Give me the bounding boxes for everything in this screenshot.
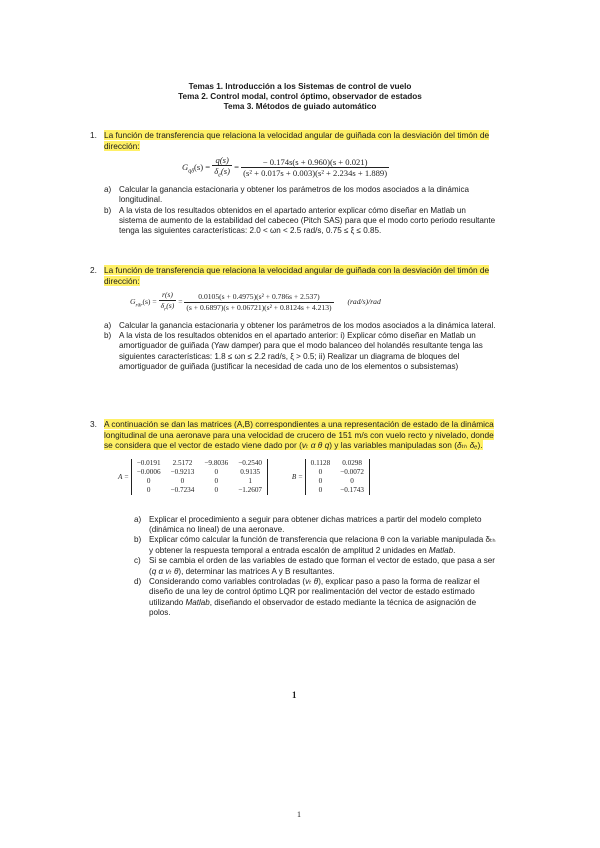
- matrix-row: 0 −0.7234 0 −1.2607: [146, 486, 263, 495]
- question-1: [90, 130, 496, 237]
- question-number: 3.: [90, 419, 97, 429]
- question-3: [90, 419, 496, 619]
- transfer-function-equation: $G_{r\delta r}(s)$ = $\frac{r(s)}{\delta_r(s)}$ = $\frac{\text{0.0105(s + 0.4975)(s² + 0.786s + 2.537)}}{\text{(s + 0.6897)(s + 0.06721)(s² + 0.8124s + 4.213)}}$ (rad/s)/rad: [130, 290, 381, 313]
- matrix-row: 0.1128 0.0298: [310, 458, 362, 467]
- ratio-fraction: $\frac{q(s)}{\delta_e(s)}$: [214, 155, 230, 179]
- subquestion-b: b) A la vista de los resultados obtenidos en el apartado anterior: i) Explicar cómo diseñar en Matlab un amortiguador de guiñada (Yaw damper) para que el modo balanceo del holandés resultante tenga las siguientes características: 1.8 ≤ ωn ≤ 2.2 rad/s, ξ > 0.5; ii) Realizar un diagrama de bloques del amortiguador de guiñada (justificar la necesidad de cada uno de los elementos o subsistemas): [104, 330, 483, 372]
- subquestion-a: a) Calcular la ganancia estacionaria y obtener los parámetros de los modos asociados a la dinámica lateral.: [104, 320, 496, 330]
- question-number: 2.: [90, 265, 97, 275]
- matrix-row: 0 0: [318, 476, 354, 485]
- question-2: [90, 265, 496, 373]
- subquestion-b: b) A la vista de los resultados obtenidos en el apartado anterior explicar cómo diseñar en Matlab un sistema de aumento de la estabilidad del cabeceo (Pitch SAS) para que el modo corto periodo resultante tenga las siguientes características: 2.0 < ωn < 2.5 rad/s, 0.75 ≤ ξ ≤ 0.85.: [104, 205, 496, 236]
- document-header: [0, 82, 600, 112]
- subquestion-c: c) Si se cambia el orden de las variables de estado que forman el vector de estado, que pasa a ser (q α vₜ θ), determinar las matrices A y B resultantes.: [134, 556, 495, 576]
- header-line-2: Tema 2. Control modal, control óptimo, observador de estados: [178, 92, 422, 101]
- subquestion-a: a) Calcular la ganancia estacionaria y obtener los parámetros de los modos asociados a la dinámica longitudinal.: [104, 184, 470, 205]
- matrix-row: 0 0 0 1: [146, 476, 252, 485]
- subquestion-d: d) Considerando como variables controladas (vₜ θ), explicar paso a paso la forma de realizar el diseño de una ley de control óptimo LQR por realimentación del vector de estado estimado utilizando Matlab, diseñando el observador de estado mediante la técnica de asignación de polos.: [134, 576, 480, 618]
- header-line-1: Temas 1. Introducción a los Sistemas de control de vuelo: [188, 82, 412, 91]
- polynomial-fraction: $\frac{\text{0.0105(s + 0.4975)(s² + 0.786s + 2.537)}}{\text{(s + 0.6897)(s + 0.06721)(s² + 0.8124s + 4.213)}}$: [186, 291, 332, 312]
- question-statement: A continuación se dan las matrices (A,B) correspondientes a una representación de estado de la dinámica longitudinal de una aeronave para una velocidad de crucero de 151 m/s con vuelo recto y nivelado, donde se considera que el vector de estado viene dado por (vₜ α θ q) y las variables manipuladas son (δₜₕ δₑ).: [104, 419, 494, 450]
- ratio-fraction: $\frac{r(s)}{\delta_r(s)}$: [160, 290, 175, 313]
- matrix-b: [305, 459, 370, 496]
- matrix-row: −0.0006 −0.9213 0 0.9135: [136, 467, 260, 476]
- matrix-a-label: A =: [118, 472, 129, 481]
- question-number: 1.: [90, 130, 97, 140]
- matrix-row: 0 −0.1743: [318, 486, 364, 495]
- matrix-row: −0.0191 2.5172 −9.8036 −0.2540: [136, 458, 263, 467]
- units-label: (rad/s)/rad: [347, 297, 381, 307]
- page-number: 1: [297, 810, 301, 819]
- question-statement: La función de transferencia que relaciona la velocidad angular de guiñada con la desviación del timón de dirección:: [104, 265, 490, 286]
- matrix-a: [131, 459, 268, 496]
- state-space-matrices: [118, 459, 496, 507]
- polynomial-fraction: $\frac{- 0.174s(s + 0.960)(s + 0.021)}{\text{(s² + 0.017s + 0.003)(s² + 2.234s + 1.889)}}$: [243, 157, 388, 179]
- matrix-b-label: B =: [291, 472, 303, 481]
- subquestion-list: [134, 515, 498, 619]
- inner-page-number: 1: [292, 690, 297, 700]
- matrix-row: 0 −0.0072: [318, 467, 364, 476]
- header-line-3: Tema 3. Métodos de guiado automático: [223, 102, 377, 111]
- subquestion-a: a) Explicar el procedimiento a seguir para obtener dichas matrices a partir del modelo completo (dinámica no lineal) de una aeronave.: [134, 514, 482, 534]
- subquestion-b: b) Explicar cómo calcular la función de transferencia que relaciona θ con la variable manipulada δₜₕ y obtener la respuesta temporal a entrada escalón de amplitud 2 unidades en Matlab.: [134, 535, 496, 555]
- transfer-function-equation: $G_{q\delta}(s)$ = $\frac{q(s)}{\delta_e(s)}$ = $\frac{- 0.174s(s + 0.960)(s + 0.021)}{\text{(s² + 0.017s + 0.003)(s² + 2.234s + 1.889)}}$: [182, 155, 388, 179]
- question-statement: La función de transferencia que relaciona la velocidad angular de guiñada con la desviación del timón de dirección:: [104, 130, 490, 151]
